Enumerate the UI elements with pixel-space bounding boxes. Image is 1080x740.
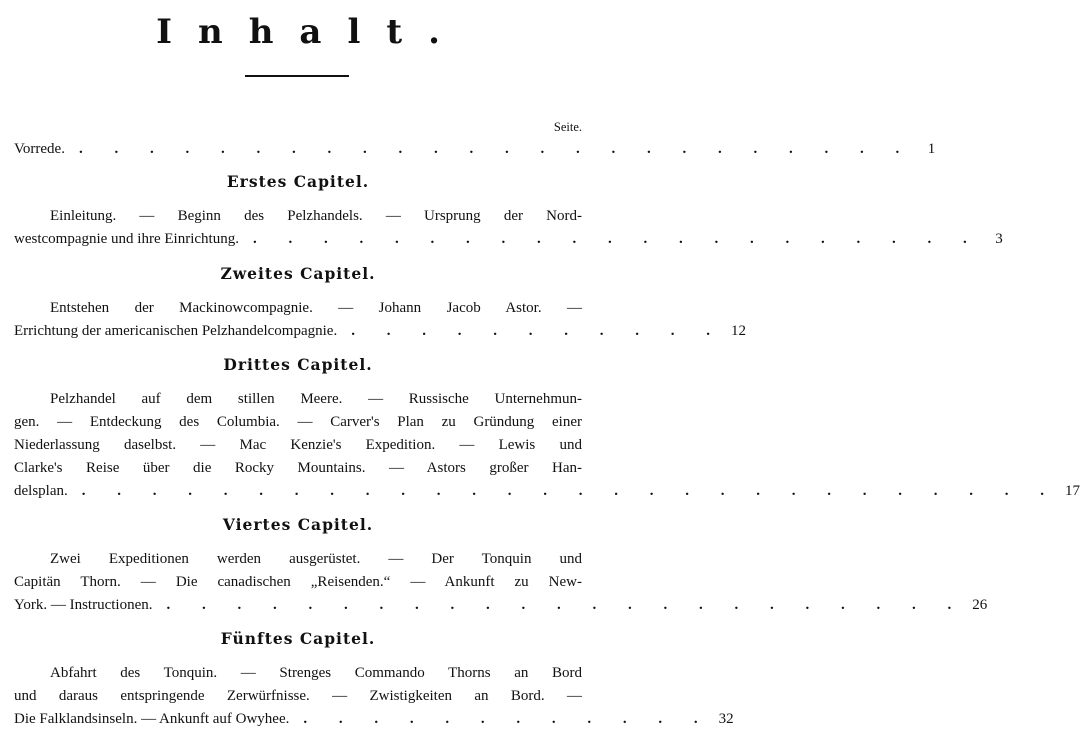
toc-entry-text: delsplan. (14, 483, 68, 499)
leader-dots: . . . . . . . . . . . . . . . . . . . . . (252, 231, 981, 247)
toc-line: Entstehen der Mackinowcompagnie. — Johann Jacob Astor. — (50, 300, 582, 316)
toc-entry-chapter-2 (14, 297, 746, 343)
chapter-heading: Viertes Capitel. (222, 515, 374, 534)
toc-line: und daraus entspringende Zerwürfnisse. — Zwistigkeiten an Bord. — (14, 688, 582, 704)
toc-line: Einleitung. — Beginn des Pelzhandels. — Ursprung der Nord- (50, 208, 582, 224)
toc-line (14, 594, 988, 617)
page-number: 17 (1065, 483, 1080, 499)
chapter-heading: Zweites Capitel. (220, 264, 376, 283)
page-number: 32 (718, 711, 734, 727)
leader-dots: . . . . . . . . . . . . . . . . . . . . . . . . (78, 141, 914, 157)
toc-line: Zwei Expeditionen werden ausgerüstet. — Der Tonquin und (50, 551, 582, 567)
leader-dots: . . . . . . . . . . . . (303, 711, 712, 727)
toc-line: Niederlassung daselbst. — Mac Kenzie's Expedition. — Lewis und (14, 437, 582, 453)
toc-line (14, 228, 1003, 251)
toc-entry-text: Errichtung der americanischen Pelzhandelcompagnie. (14, 323, 338, 339)
toc-entry-chapter-4 (14, 548, 988, 617)
toc-line (14, 708, 734, 731)
toc-line: Clarke's Reise über die Rocky Mountains. — Astors großer Han- (14, 460, 582, 476)
toc-line: Abfahrt des Tonquin. — Strenges Commando Thorns an Bord (50, 665, 582, 681)
toc-line: Capitän Thorn. — Die canadischen „Reisenden.“ — Ankunft zu New- (14, 574, 582, 590)
toc-entry-chapter-5 (14, 662, 734, 731)
toc-entry-text: Vorrede. (14, 141, 65, 157)
toc-entry-preface (14, 138, 936, 161)
title-rule (245, 75, 349, 77)
page-number: 1 (927, 141, 936, 157)
page-number: 26 (972, 597, 988, 613)
leader-dots: . . . . . . . . . . . (351, 323, 724, 339)
toc-line (14, 320, 746, 343)
leader-dots: . . . . . . . . . . . . . . . . . . . . . . . (166, 597, 966, 613)
toc-entry-chapter-1 (14, 205, 1003, 251)
toc-entry-text: westcompagnie und ihre Einrichtung. (14, 231, 239, 247)
chapter-heading: Drittes Capitel. (223, 355, 373, 374)
toc-line: Pelzhandel auf dem stillen Meere. — Russische Unternehmun- (50, 391, 582, 407)
toc-line (14, 138, 936, 161)
leader-dots: . . . . . . . . . . . . . . . . . . . . . . . . . . . . (81, 483, 1058, 499)
chapter-heading: Fünftes Capitel. (220, 629, 376, 648)
page-number: 12 (730, 323, 746, 339)
toc-entry-text: Die Falklandsinseln. — Ankunft auf Owyhee. (14, 711, 290, 727)
toc-entry-chapter-3 (14, 388, 1080, 503)
page-column-header: Seite. (553, 120, 582, 134)
toc-line: gen. — Entdeckung des Columbia. — Carver's Plan zu Gründung einer (14, 414, 582, 430)
page-number: 3 (995, 231, 1003, 247)
toc-line (14, 480, 1080, 503)
toc-entry-text: York. — Instructionen. (14, 597, 153, 613)
chapter-heading: Erstes Capitel. (226, 172, 370, 191)
page-title: Inhalt. (156, 12, 466, 52)
